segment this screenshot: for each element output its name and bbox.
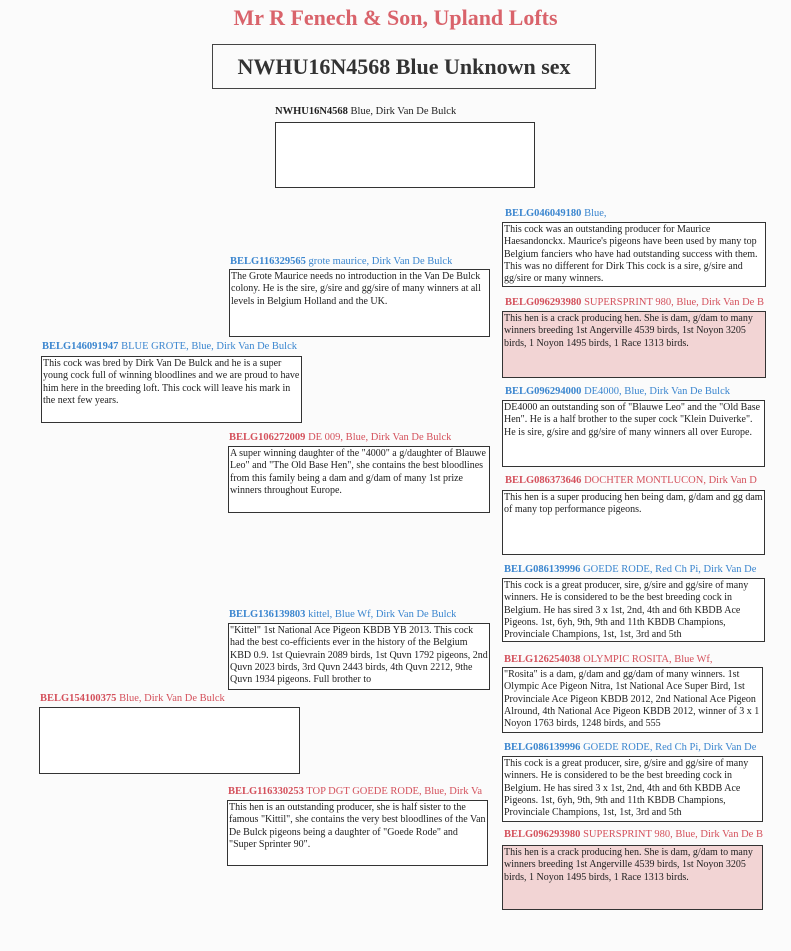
- loft-title: Mr R Fenech & Son, Upland Lofts: [233, 5, 558, 30]
- pigeon-details: DE4000, Blue, Dirk Van De Bulck: [581, 386, 730, 397]
- pigeon-label: [504, 829, 763, 840]
- ring-number: NWHU16N4568: [275, 106, 348, 117]
- pigeon-label: [505, 475, 757, 486]
- ring-number: BELG106272009: [229, 432, 306, 443]
- pigeon-details: OLYMPIC ROSITA, Blue Wf,: [580, 654, 713, 665]
- pigeon-label: [229, 609, 456, 620]
- pigeon-notes-box: This hen is a super producing hen being dam, g/dam and gg dam of many top performance pigeons.: [502, 490, 765, 555]
- pigeon-notes-box: This cock is a great producer, sire, g/sire and gg/sire of many winners. He is considered to be the best breeding cock in Belgium. He has sired 3 x 1st, 2nd, 4th and 6th KBDB Ace Pigeons. 1st, 6yh, 9th, 9th and 11th KBDB Champions, Provinciale Champions, 1st, 1st, 3rd and 5th: [502, 756, 763, 822]
- pigeon-notes-box: This hen is a crack producing hen. She is dam, g/dam to many winners breeding 1st Angerville 4539 birds, 1st Noyon 3205 birds, 1 Noyon 1495 birds, 1 Race 1313 birds.: [502, 845, 763, 910]
- pigeon-details: Blue, Dirk Van De Bulck: [347, 106, 457, 117]
- pigeon-label: [505, 208, 607, 219]
- ring-number: BELG116330253: [228, 786, 304, 797]
- pigeon-label: [505, 297, 764, 308]
- pigeon-notes-box: This cock was an outstanding producer for Maurice Haesandonckx. Maurice's pigeons have been used by many top Belgium fanciers who have had outstanding success with them. This was no different for Dirk This cock is a sire, g/sire and gg/sire or many winners.: [502, 222, 766, 287]
- ring-number: BELG146091947: [42, 341, 119, 352]
- pigeon-label: [40, 693, 225, 704]
- pigeon-details: BLUE GROTE, Blue, Dirk Van De Bulck: [118, 341, 298, 352]
- pigeon-label: [504, 564, 756, 575]
- ring-number: BELG136139803: [229, 609, 306, 620]
- pigeon-notes-box: "Rosita" is a dam, g/dam and gg/dam of many winners. 1st Olympic Ace Pigeon Nitra, 1st National Ace Super Bird, 1st Provinciale Ace Pigeon KBDB 2012, 2nd National Ace Pigeon Alround, 4th National Ace Pigeon KBDB 2012, winner of 3 x 1 Noyon 1763 birds, 1248 birds, and 555: [502, 667, 763, 733]
- ring-number: BELG086139996: [504, 564, 581, 575]
- pigeon-label: [229, 432, 451, 443]
- pigeon-notes-box: "Kittel" 1st National Ace Pigeon KBDB YB 2013. This cock had the best co-efficients ever in the history of the Belgium KBD 0.9. 1st Quievrain 2089 birds, 1st Quvn 1792 pigeons, 2nd Quvn 2023 birds, 3rd Quvn 2443 birds, 4th Quvn 2212, 9the Quvn 1934 pigeons. Full brother to: [228, 623, 490, 690]
- pigeon-notes-box: [275, 122, 535, 188]
- pigeon-details: GOEDE RODE, Red Ch Pi, Dirk Van De: [580, 564, 757, 575]
- pigeon-label: [228, 786, 482, 797]
- ring-number: BELG096294000: [505, 386, 582, 397]
- ring-number: BELG096293980: [505, 297, 582, 308]
- pigeon-notes-box: DE4000 an outstanding son of "Blauwe Leo" and the "Old Base Hen". He is a half brother to the super cock "Klein Duiverke". He is sire, g/sire and gg/sire of many winners all over Europe.: [502, 400, 765, 467]
- pigeon-notes-box: This cock is a great producer, sire, g/sire and gg/sire of many winners. He is considered to be the best breeding cock in Belgium. He has sired 3 x 1st, 2nd, 4th and 6th KBDB Ace Pigeons. 1st, 6yh, 9th, 9th and 11th KBDB Champions, Provinciale Champions, 1st, 1st, 3rd and 5th: [502, 578, 765, 642]
- pigeon-label: [42, 341, 297, 352]
- ring-number: BELG116329565: [230, 256, 306, 267]
- pigeon-notes-box: [39, 707, 300, 774]
- pigeon-notes-box: This hen is a crack producing hen. She is dam, g/dam to many winners breeding 1st Angerville 4539 birds, 1st Noyon 3205 birds, 1 Noyon 1495 birds, 1 Race 1313 birds.: [502, 311, 766, 378]
- pigeon-details: SUPERSPRINT 980, Blue, Dirk Van De B: [581, 297, 764, 308]
- pigeon-details: Blue, Dirk Van De Bulck: [116, 693, 225, 704]
- pigeon-notes-box: A super winning daughter of the "4000" a g/daughter of Blauwe Leo" and "The Old Base Hen", she contains the best bloodlines from this family being a dam and g/dam of many 1st prize winners throughout Europe.: [228, 446, 490, 513]
- pigeon-label: [505, 386, 730, 397]
- pigeon-details: SUPERSPRINT 980, Blue, Dirk Van De B: [580, 829, 763, 840]
- pigeon-notes-box: The Grote Maurice needs no introduction in the Van De Bulck colony. He is the sire, g/sire and gg/sire of many winners at all levels in Belgium Holland and the UK.: [229, 269, 490, 337]
- pigeon-notes-box: This cock was bred by Dirk Van De Bulck and he is a super young cock full of winning bloodlines and we are proud to have him here in the breeding loft. This cock will leave his mark in the next few years.: [41, 356, 302, 423]
- pigeon-label: [275, 106, 456, 117]
- ring-number: BELG086373646: [505, 475, 582, 486]
- ring-number: BELG154100375: [40, 693, 117, 704]
- ring-number: BELG046049180: [505, 208, 582, 219]
- pigeon-label: [230, 256, 452, 267]
- pigeon-details: DOCHTER MONTLUCON, Dirk Van D: [581, 475, 757, 486]
- pigeon-details: TOP DGT GOEDE RODE, Blue, Dirk Va: [303, 786, 483, 797]
- subject-heading: NWHU16N4568 Blue Unknown sex: [212, 44, 596, 89]
- pigeon-notes-box: This hen is an outstanding producer, she is half sister to the famous "Kittil", she contains the very best bloodlines of the Van De Bulck pigeons being a daughter of "Goede Rode" and "Super Sprinter 90".: [227, 800, 488, 866]
- pigeon-label: [504, 654, 713, 665]
- pigeon-label: [504, 742, 756, 753]
- pigeon-details: kittel, Blue Wf, Dirk Van De Bulck: [305, 609, 457, 620]
- ring-number: BELG086139996: [504, 742, 581, 753]
- ring-number: BELG126254038: [504, 654, 581, 665]
- ring-number: BELG096293980: [504, 829, 581, 840]
- pigeon-details: grote maurice, Dirk Van De Bulck: [305, 256, 453, 267]
- pigeon-details: GOEDE RODE, Red Ch Pi, Dirk Van De: [580, 742, 757, 753]
- pigeon-details: DE 009, Blue, Dirk Van De Bulck: [305, 432, 452, 443]
- pigeon-details: Blue,: [581, 208, 607, 219]
